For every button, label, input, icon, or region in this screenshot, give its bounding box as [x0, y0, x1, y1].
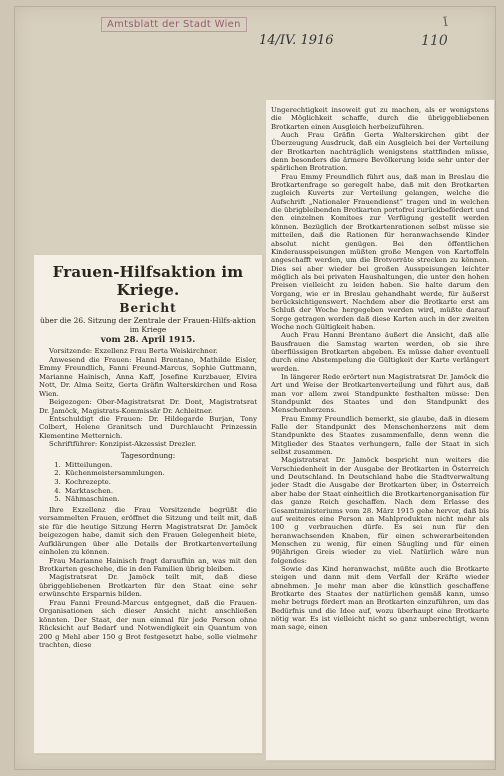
attendance-block	[39, 347, 257, 448]
paragraph: In längerer Rede erörtert nun Magistratsrat Dr. Jamöck die Art und Weise der Brotkartenverteilung und führt aus, daß man vor allem zwei Standpunkte festhalten müsse: Den Standpunkt des Staates und den Standpunkt des Menschenherzens.	[271, 373, 489, 415]
paragraph: Magistratsrat Dr. Jamöck bespricht nun weiters die Verschiedenheit in der Ausgabe der Brotkarten in Österreich und Deutschland. In Deutschland habe die Stadtverwaltung jeder Stadt die Ausgabe der Brotkarten über, in Österreich aber habe der Staat einheitlich die Brotkartenorganisation für das ganze Reich geschaffen. Nach dem Erlasse des Gesamtministeriums vom 28. März 1915 gehe hervor, daß bis auf weiteres eine Person an Mahlprodukten nicht mehr als 100 g verbrauchen dürfe. Es sei nun für den heranwachsenden Knaben, für einen schwerarbeitenden Menschen zu wenig, für einen Säugling und für einen 90jährigen Greis wieder zu viel. Natürlich wäre nun folgendes:	[271, 456, 489, 565]
paragraph: Ihre Exzellenz die Frau Vorsitzende begrüßt die versammelten Frauen, eröffnet die Sitzung und teilt mit, daß sie für die heutige Sitzung Herrn Magistratsrat Dr. Jamöck beigezogen habe, damit sich den Frauen Gelegenheit biete, Aufklärungen über alle Details der Brotkartenverteilung einholen zu können.	[39, 505, 257, 557]
clipping-left-column	[34, 255, 262, 753]
paragraph: Auch Frau Hanni Brentano äußert die Ansicht, daß alle Bausfrauen die Samstag warten werden, ob sie ihre überflüssigen Brotkarten abgeben. Es müsse daher eventuell durch eine Abstempelung die Gültigkeit der Karte verlängert werden.	[271, 331, 489, 373]
paragraph: Sowie das Kind heranwachst, müßte auch die Brotkarte steigen und dann mit dem Verfall der Kräfte wieder abnehmen. Je mehr man aber die künstlich geschaffene Brotkarte des Staates der natürlichen gemäß kann, umso mehr betrugs fördert man an Brotkarten einzuführen, um das Bedürfnis und die Idee auf, wozu überhaupt eine Brotkarte nötig war. Es ist vielleicht nicht so ganz unberechtigt, wenn man sage, einen	[271, 564, 489, 632]
agenda-item: 4. Marktaschen.	[63, 487, 257, 496]
article-date: vom 28. April 1915.	[100, 335, 196, 346]
handwritten-number: 110	[421, 33, 448, 49]
clipping-right-column	[266, 100, 494, 760]
paragraph: Anwesend die Frauen: Hanni Brentano, Mathilde Eisler, Emmy Freundlich, Fanni Freund-Marcus, Sophie Guttmann, Marianne Hainisch, Anna Kaff, Josefine Kurzbauer, Elvira Nott, Dr. Alma Seitz, Gerta Gräfin Walterskirchen und Rosa Wien.	[39, 355, 257, 398]
agenda-item: 1. Mitteilungen.	[63, 461, 257, 470]
paragraph: Frau Marianne Hainisch fragt daraufhin an, was mit den Brotkarten geschehe, die in den Familien übrig bleiben.	[39, 556, 257, 573]
paragraph: Magistratsrat Dr. Jamöck teilt mit, daß diese übriggebliebenen Brotkarten für den Staat eine sehr erwünschte Ersparnis bilden.	[39, 573, 257, 599]
paragraph: Frau Emmy Freundlich führt aus, daß man in Breslau die Brotkartenfrage so geregelt habe, daß mit den Brotkarten zugleich Kuverts zur Verteilung gelangen, welche die Aufschrift „Nationaler Frauendienst“ tragen und in welchen die übrigbleibenden Brotkarten portofrei zurückbefördert und den einzelnen Komitees zur Verfügung gestellt werden können. Bezüglich der Brotkartenrationen selbst müsse sie mitteilen, daß die Rationen für heranwachsende Kinder absolut nicht genügen. Bei den öffentlichen Kinderausspeisungen müßten große Mengen von Kartoffeln angeschafft werden, um die Brotvorräte strecken zu können. Dies sei aber wieder bei großen Ausspeisungen leichter möglich als bei privaten Haushaltungen, die unter den hohen Preisen vielleicht zu leiden haben. Sie halte darum den Vorgang, wie er in Breslau gehandhabt werde, für äußerst berücksichtigenswert. Nachdem aber die Brotkarte erst am Schluß der Woche hergegeben werden wird, müßte darauf Sorge getragen werden daß diese Karten auch in der zweiten Woche noch Gültigkeit haben.	[271, 172, 489, 331]
article-subtitle: über die 26. Sitzung der Zentrale der Frauen-Hilfs-aktion im Kriege	[40, 316, 256, 335]
handwritten-roman: I	[441, 14, 450, 31]
agenda-item: 2. Küchenmeistersammlungen.	[63, 469, 257, 478]
paragraph: Frau Emmy Freundlich bemerkt, sie glaube, daß in diesem Falle der Standpunkt des Menschenherzens mit dem Standpunkte des Staates zusammenfalle, denn wenn die Mitglieder des Staates verhungern, falle der Staat in sich selbst zusammen.	[271, 414, 489, 457]
agenda-item: 3. Kochrezepte.	[63, 478, 257, 487]
paragraph: Vorsitzende: Exzellenz Frau Berta Weiskirchner.	[49, 347, 218, 356]
agenda-heading: Tagesordnung:	[120, 450, 176, 460]
paragraph: Auch Frau Gräfin Gerta Walterskirchen gibt der Überzeugung Ausdruck, daß ein Ausgleich bei der Verteilung der Brotkarten nachträglich wenigstens stattfinden müsse, denn besonders die ärmere Bevölkerung leide sehr unter der spärlichen Brotration.	[271, 131, 489, 173]
article-title: Frauen-Hilfsaktion im Kriege.	[52, 263, 244, 299]
paragraph: Ungerechtigkeit insoweit gut zu machen, als er wenigstens die Möglichkeit schaffe, durch die übriggebliebenen Brotkarten einen Ausgleich herbeizuführen.	[271, 106, 489, 131]
minutes-block-left	[39, 506, 257, 650]
agenda-list	[63, 461, 257, 504]
handwritten-date: 14/IV. 1916	[259, 33, 334, 48]
paragraph: Frau Fanni Freund-Marcus entgegnet, daß die Frauen-Organisationen sich dieser Ansicht nicht anschließen könnten. Der Staat, der nun einmal für jede Person ohne Rücksicht auf Bedarf und Notwendigkeit ein Quantum von 200 g Mehl aber 150 g Brot festgesetzt habe, solle vielmehr trachten, diese	[39, 598, 257, 650]
agenda-item: 5. Nähmaschinen.	[63, 495, 257, 504]
paragraph: Schriftführer: Konzipist-Akzessist Drezler.	[49, 440, 197, 449]
article-bericht: Bericht	[119, 301, 177, 315]
paragraph: Beigezogen: Ober-Magistratsrat Dr. Dont, Magistratsrat Dr. Jamöck, Magistrats-Kommissär Dr. Achleitner.	[39, 398, 257, 415]
paragraph: Entschuldigt die Frauen: Dr. Hildegarde Burjan, Tony Colbert, Helene Granitsch und Durchlaucht Prinzessin Klementine Metternich.	[39, 415, 257, 440]
archive-stamp: Amtsblatt der Stadt Wien	[101, 17, 247, 32]
